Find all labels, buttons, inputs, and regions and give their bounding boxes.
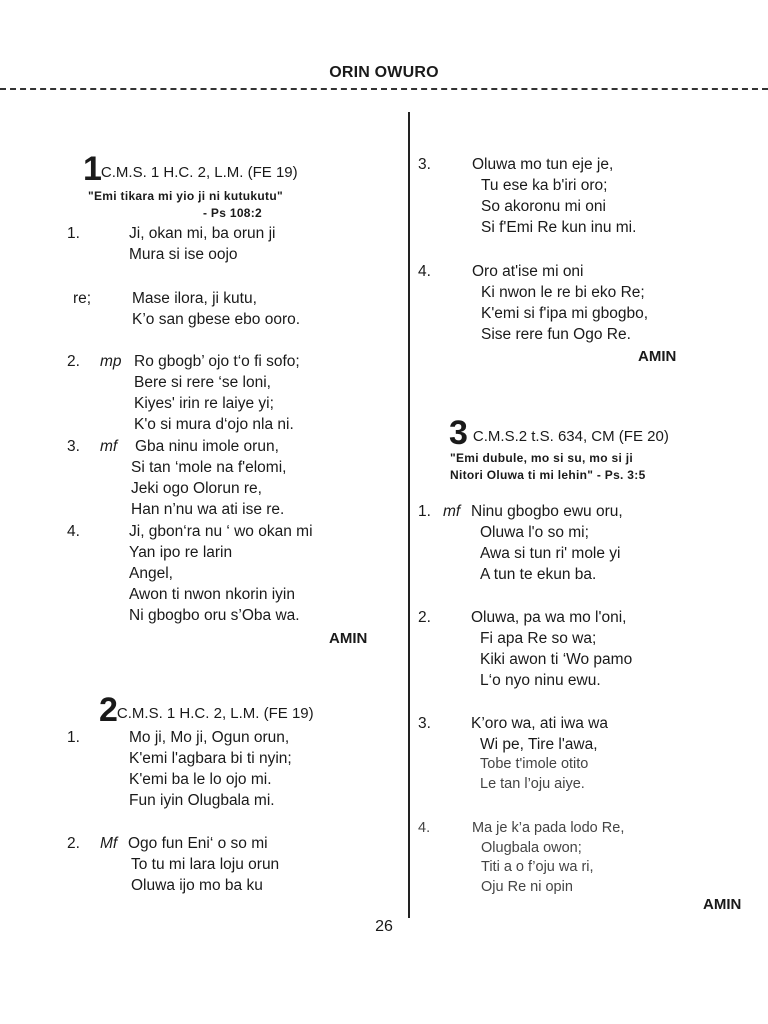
verse-number: 1. xyxy=(418,503,431,520)
hymn-2-verse-2 xyxy=(67,833,397,896)
hymn-1-amin-right: AMIN xyxy=(638,348,677,365)
column-divider xyxy=(408,112,410,918)
hymn-2-heading xyxy=(99,691,314,730)
verse-line: K'emi si f'ipa mi gbogbo, xyxy=(481,305,649,322)
hymn-1-meta: C.M.S. 1 H.C. 2, L.M. (FE 19) xyxy=(100,164,298,181)
verse-line: Kiyes' irin re laiye yi; xyxy=(134,395,274,412)
hymn-3-amin: AMIN xyxy=(703,896,742,913)
verse-line: Ogo fun Eni‘ o so mi xyxy=(128,835,268,852)
hymn-1-heading xyxy=(83,150,298,189)
hymn-1-verse-1-cont xyxy=(73,288,403,330)
verse-line: Mura si ise oojo xyxy=(129,246,238,263)
verse-number: 3. xyxy=(418,156,431,173)
hymn-3-number: 3 xyxy=(449,414,467,452)
verse-line: Titi a o f’oju wa ri, xyxy=(481,859,594,875)
verse-line: Fun iyin Olugbala mi. xyxy=(129,792,275,809)
hymn-1-verse-3-right xyxy=(418,154,758,238)
verse-number: 4. xyxy=(418,820,431,836)
verse-number: 3. xyxy=(67,438,80,455)
verse-line: K’oro wa, ati iwa wa xyxy=(471,715,608,732)
hymn-3-quote-line-2: Nitori Oluwa ti mi lehin" - Ps. 3:5 xyxy=(450,468,646,482)
verse-number: 1. xyxy=(67,729,80,746)
verse-number: 2. xyxy=(418,609,431,626)
hymn-2-verse-1 xyxy=(67,727,397,811)
verse-line: Yan ipo re larin xyxy=(129,544,233,561)
verse-line: Oluwa mo tun eje je, xyxy=(472,156,614,173)
verse-line: L‘o nyo ninu ewu. xyxy=(480,672,601,689)
hymn-1-amin: AMIN xyxy=(329,630,368,647)
hymn-3-meta: C.M.S.2 t.S. 634, CM (FE 20) xyxy=(472,428,669,445)
verse-line: Ki nwon le re bi eko Re; xyxy=(481,284,645,301)
verse-line: Si f'Emi Re kun inu mi. xyxy=(481,219,637,236)
hymn-3-verse-4 xyxy=(418,819,758,897)
verse-line: K'o si mura d‘ojo nla ni. xyxy=(134,416,294,433)
hymn-3-heading xyxy=(449,414,669,453)
verse-line: To tu mi lara loju orun xyxy=(131,856,280,873)
verse-line: Kiki awon ti ‘Wo pamo xyxy=(480,651,633,668)
verse-line: Bere si rere ‘se loni, xyxy=(134,374,271,391)
verse-line: Awon ti nwon nkorin iyin xyxy=(129,586,295,603)
verse-line: Ji, gbon‘ra nu ‘ wo okan mi xyxy=(129,523,313,540)
hymn-3-quote-line-1: "Emi dubule, mo si su, mo si ji xyxy=(450,451,634,465)
verse-line: Si tan ‘mole na f'elomi, xyxy=(131,459,287,476)
verse-line: Han n’nu wa ati ise re. xyxy=(131,501,285,518)
hymn-1-verse-4-right xyxy=(418,261,758,345)
hymn-1-verse-2 xyxy=(67,351,397,435)
verse-line: Mo ji, Mo ji, Ogun orun, xyxy=(129,729,290,746)
verse-line: Mase ilora, ji kutu, xyxy=(132,290,257,307)
verse-line: Tu ese ka b'iri oro; xyxy=(481,177,608,194)
hymn-1-verse-1 xyxy=(67,223,397,265)
hymn-1-reference: - Ps 108:2 xyxy=(203,206,263,220)
verse-line: Ro gbogb’ ojo t‘o fi sofo; xyxy=(134,353,300,370)
hymn-3-verse-2 xyxy=(418,607,758,691)
page-title: ORIN OWURO xyxy=(329,64,439,81)
verse-line: Fi apa Re so wa; xyxy=(480,630,597,647)
verse-line: Le tan l’oju aiye. xyxy=(480,775,585,792)
verse-line: Gba ninu imole orun, xyxy=(135,438,279,455)
verse-line: Oluwa l'o so mi; xyxy=(480,524,589,541)
verse-line: Ninu gbogbo ewu oru, xyxy=(471,503,623,520)
hymn-1-verse-3 xyxy=(67,436,397,520)
verse-line: Ji, okan mi, ba orun ji xyxy=(129,225,276,242)
hymn-1-number: 1 xyxy=(83,150,101,188)
dynamic-marking: mf xyxy=(100,438,118,455)
hymn-3-verse-3 xyxy=(418,713,758,794)
verse-line: K’o san gbese ebo ooro. xyxy=(132,311,301,328)
verse-number: re; xyxy=(73,290,92,307)
verse-line: Ni gbogbo oru s’Oba wa. xyxy=(129,607,300,624)
verse-line: K'emi ba le lo ojo mi. xyxy=(129,771,272,788)
header-rule xyxy=(0,88,768,90)
verse-line: Wi pe, Tire l'awa, xyxy=(480,736,598,753)
hymn-1-verse-4 xyxy=(67,521,397,626)
verse-line: Oluwa, pa wa mo l'oni, xyxy=(471,609,627,626)
verse-line: Angel, xyxy=(129,565,173,582)
verse-line: So akoronu mi oni xyxy=(481,198,606,215)
dynamic-marking: mf xyxy=(443,503,461,520)
hymn-2-meta: C.M.S. 1 H.C. 2, L.M. (FE 19) xyxy=(116,705,314,722)
verse-line: Tobe t'imole otito xyxy=(480,756,589,772)
verse-number: 3. xyxy=(418,715,431,732)
verse-line: Ma je k’a pada lodo Re, xyxy=(472,820,625,836)
verse-line: Sise rere fun Ogo Re. xyxy=(481,326,631,343)
verse-number: 2. xyxy=(67,835,80,852)
verse-line: Oluwa ijo mo ba ku xyxy=(131,877,263,894)
verse-line: Oro at'ise mi oni xyxy=(472,263,584,280)
verse-line: Oju Re ni opin xyxy=(481,878,573,895)
verse-line: Olugbala owon; xyxy=(481,839,582,856)
page-number: 26 xyxy=(375,918,393,935)
hymn-2-number: 2 xyxy=(99,691,117,729)
hymn-3-verse-1 xyxy=(418,501,758,585)
verse-line: Awa si tun ri' mole yi xyxy=(480,545,621,562)
verse-line: K'emi l'agbara bi ti nyin; xyxy=(129,750,292,767)
dynamic-marking: Mf xyxy=(100,835,118,852)
verse-number: 2. xyxy=(67,353,80,370)
verse-number: 4. xyxy=(418,263,431,280)
verse-number: 1. xyxy=(67,225,80,242)
verse-line: A tun te ekun ba. xyxy=(480,566,597,583)
hymn-1-quote: "Emi tikara mi yio ji ni kutukutu" xyxy=(88,189,283,203)
dynamic-marking: mp xyxy=(100,353,122,370)
verse-line: Jeki ogo Olorun re, xyxy=(131,480,262,497)
verse-number: 4. xyxy=(67,523,80,540)
